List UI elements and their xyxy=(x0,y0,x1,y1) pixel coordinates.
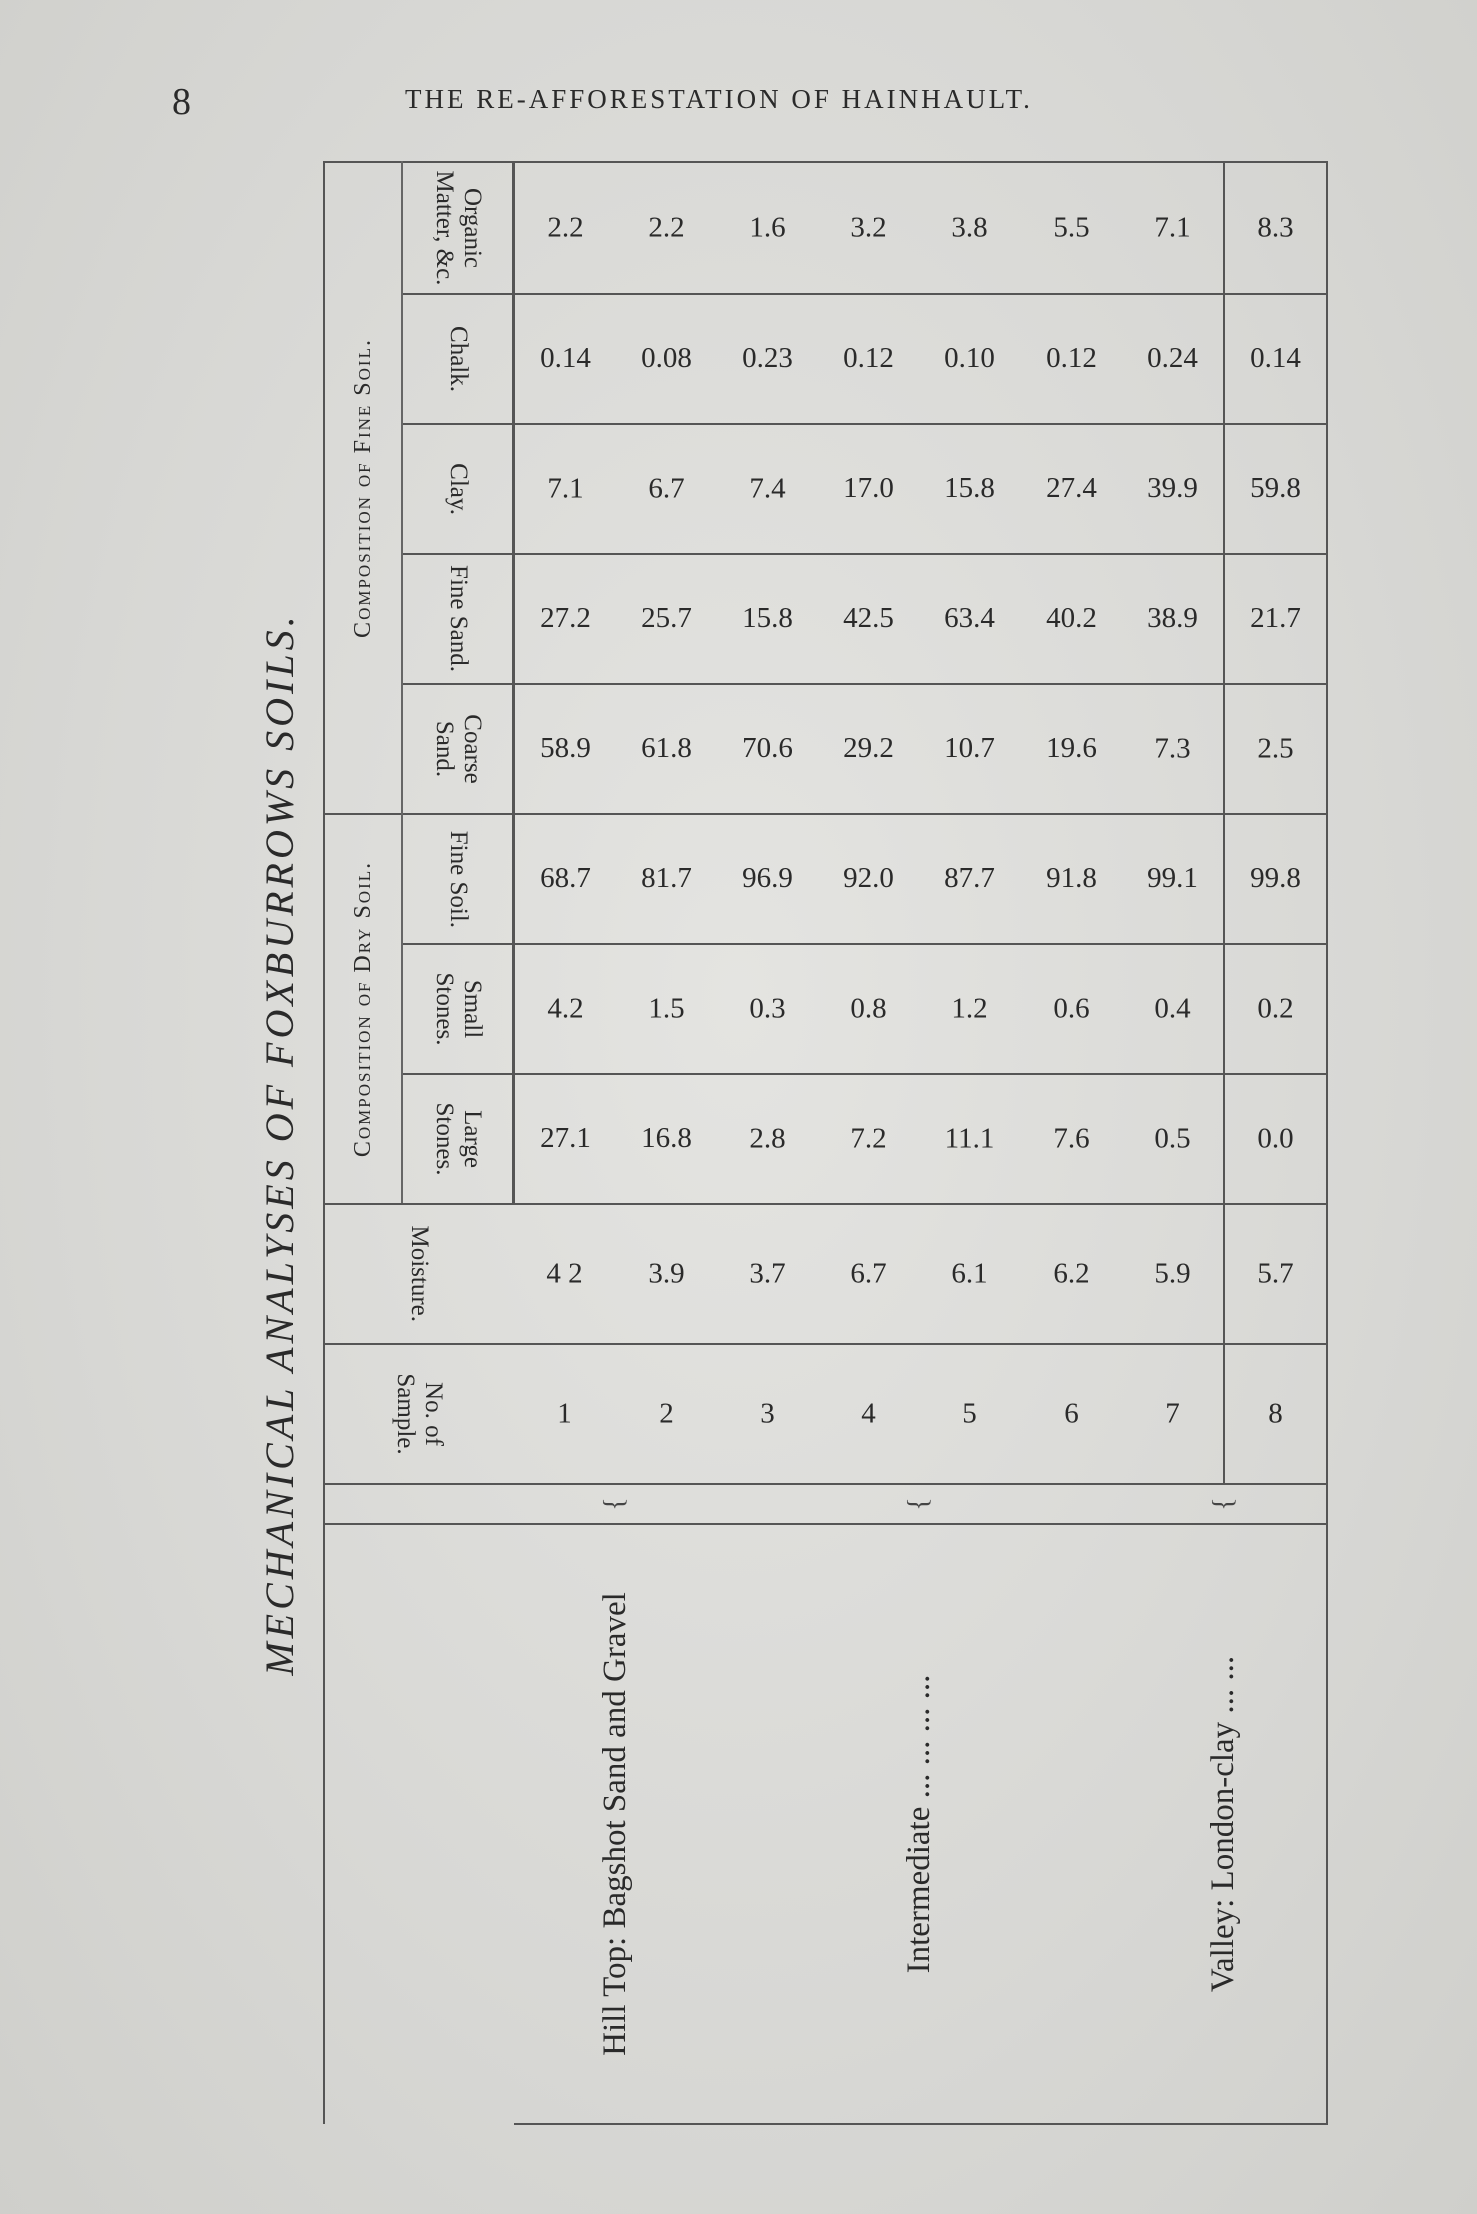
table-cell xyxy=(717,1074,818,1204)
table-cell xyxy=(616,424,717,554)
table-cell xyxy=(919,1204,1020,1344)
cell-value: 16.8 xyxy=(641,1122,693,1155)
cell-value: 42.5 xyxy=(843,602,895,635)
cell-value: 19.6 xyxy=(1045,732,1097,765)
cell-value: 0.3 xyxy=(749,992,786,1025)
table-cell xyxy=(919,554,1020,684)
cell-value: 1.2 xyxy=(951,992,989,1025)
table-cell xyxy=(1224,1344,1327,1484)
table-cell xyxy=(1122,944,1224,1074)
header-moisture xyxy=(324,1204,514,1344)
table-row xyxy=(514,162,617,2124)
running-title: THE RE-AFFORESTATION OF HAINHAULT. xyxy=(405,84,1033,114)
table-cell xyxy=(717,1344,818,1484)
table-cell xyxy=(1020,1344,1121,1484)
table-cell xyxy=(1122,294,1224,424)
table-cell xyxy=(514,1074,617,1204)
cell-value: 0.12 xyxy=(1045,342,1097,375)
table-cell xyxy=(1224,554,1327,684)
cell-value: 4.2 xyxy=(547,992,584,1025)
cell-value: 68.7 xyxy=(540,862,592,895)
cell-value: 2.8 xyxy=(749,1122,786,1155)
header-text: Organic Matter, &c. xyxy=(430,170,486,286)
table-cell xyxy=(616,1074,717,1204)
cell-value: 15.8 xyxy=(742,602,794,635)
header-text: Small Stones. xyxy=(430,972,486,1046)
cell-value: 2.5 xyxy=(1257,732,1294,765)
cell-value: 99.8 xyxy=(1249,862,1301,895)
cell-value: 3.9 xyxy=(648,1257,685,1290)
cell-value: 6.7 xyxy=(850,1257,888,1290)
table-cell xyxy=(1122,684,1224,814)
header-text: Valley: London-clay ... ... xyxy=(1205,1655,1242,1993)
table-cell xyxy=(717,814,818,944)
table-cell xyxy=(919,944,1020,1074)
table-cell xyxy=(514,1344,617,1484)
table-cell xyxy=(717,684,818,814)
cell-value: 29.2 xyxy=(843,732,895,765)
table-cell xyxy=(1020,1074,1121,1204)
table-cell xyxy=(818,684,919,814)
table-cell xyxy=(1224,294,1327,424)
header-text: Fine Sand. xyxy=(444,565,472,673)
cell-value: 7.2 xyxy=(850,1122,888,1155)
table-cell xyxy=(818,1204,919,1344)
table-cell xyxy=(616,1344,717,1484)
cell-value: 7.1 xyxy=(547,472,584,505)
table-cell xyxy=(717,554,818,684)
table-cell xyxy=(616,554,717,684)
table-cell xyxy=(616,294,717,424)
table-cell xyxy=(818,814,919,944)
cell-value: 7.4 xyxy=(749,472,786,505)
cell-value: 2.2 xyxy=(648,211,685,244)
cell-value: 8 xyxy=(1268,1397,1283,1430)
cell-value: 1 xyxy=(557,1397,573,1430)
cell-value: 63.4 xyxy=(944,602,996,635)
header-organic-matter xyxy=(402,162,513,294)
table-cell xyxy=(818,554,919,684)
table-cell xyxy=(818,1344,919,1484)
table-cell xyxy=(616,944,717,1074)
header-text: Moisture. xyxy=(406,1225,434,1323)
header-text: Hill Top: Bagshot Sand and Gravel xyxy=(596,1592,633,2056)
group-header-dry-soil: Composition of Dry Soil. xyxy=(324,814,402,1204)
table-cell xyxy=(514,944,617,1074)
group-label-valley xyxy=(1122,1524,1327,2124)
cell-value: 1.5 xyxy=(648,992,685,1025)
cell-value: 10.7 xyxy=(944,732,996,765)
table-cell xyxy=(616,814,717,944)
header-small-stones xyxy=(402,944,513,1074)
table-cell xyxy=(1224,944,1327,1074)
header-chalk xyxy=(402,294,513,424)
table-row xyxy=(717,162,818,2124)
cell-value: 7 xyxy=(1164,1397,1180,1430)
cell-value: 7.3 xyxy=(1153,732,1191,765)
table-cell xyxy=(1122,424,1224,554)
cell-value: 27.2 xyxy=(540,602,592,635)
table-cell xyxy=(1122,814,1224,944)
cell-value: 0.6 xyxy=(1052,992,1090,1025)
table-cell xyxy=(514,684,617,814)
cell-value: 0.8 xyxy=(850,992,888,1025)
brace: { xyxy=(1122,1484,1327,1524)
cell-value: 0.24 xyxy=(1146,342,1198,375)
cell-value: 0.2 xyxy=(1257,992,1294,1025)
table-cell xyxy=(717,294,818,424)
table-cell xyxy=(919,684,1020,814)
page-number: 8 xyxy=(172,81,192,123)
cell-value: 27.1 xyxy=(540,1122,592,1155)
cell-value: 81.7 xyxy=(641,862,693,895)
cell-value: 6.2 xyxy=(1052,1257,1090,1290)
table-cell xyxy=(616,162,717,294)
table-cell xyxy=(1122,1204,1224,1344)
table-cell xyxy=(1224,424,1327,554)
header-text: Intermediate ... ... ... ... xyxy=(900,1674,937,1974)
brace: { xyxy=(717,1484,1121,1524)
table-cell xyxy=(514,814,617,944)
cell-value: 3.2 xyxy=(850,211,888,244)
table-title: MECHANICAL ANALYSES OF FOXBURROWS SOILS. xyxy=(257,612,302,1676)
table-cell xyxy=(1020,944,1121,1074)
cell-value: 39.9 xyxy=(1146,472,1198,505)
cell-value: 21.7 xyxy=(1249,602,1301,635)
cell-value: 5.7 xyxy=(1257,1257,1294,1290)
table-cell xyxy=(919,162,1020,294)
brace: { xyxy=(514,1484,718,1524)
header-text: Coarse Sand. xyxy=(430,714,486,784)
cell-value: 0.4 xyxy=(1153,992,1191,1025)
table-cell xyxy=(1122,1074,1224,1204)
table-cell xyxy=(919,814,1020,944)
cell-value: 3.8 xyxy=(951,211,989,244)
table-cell xyxy=(1020,162,1121,294)
cell-value: 1.6 xyxy=(749,211,786,244)
table-cell xyxy=(717,162,818,294)
cell-value: 6.7 xyxy=(648,472,685,505)
cell-value: 59.8 xyxy=(1249,472,1301,505)
table-cell xyxy=(514,424,617,554)
header-text: No. of Sample. xyxy=(392,1373,448,1455)
table-cell xyxy=(818,162,919,294)
cell-value: 91.8 xyxy=(1045,862,1097,895)
cell-value: 40.2 xyxy=(1045,602,1097,635)
table-cell xyxy=(919,294,1020,424)
cell-value: 0.10 xyxy=(944,342,996,375)
cell-value: 4 2 xyxy=(546,1257,584,1290)
cell-value: 7.6 xyxy=(1052,1122,1090,1155)
table-cell xyxy=(514,162,617,294)
table-cell xyxy=(919,1074,1020,1204)
table-cell xyxy=(1122,1344,1224,1484)
cell-value: 87.7 xyxy=(944,862,996,895)
soil-analysis-table-rotated xyxy=(235,163,1330,2125)
table-cell xyxy=(1224,162,1327,294)
table-cell xyxy=(514,294,617,424)
table-cell xyxy=(1224,814,1327,944)
header-text: Chalk. xyxy=(444,326,472,392)
table-cell xyxy=(514,1204,617,1344)
table-cell xyxy=(919,424,1020,554)
header-text: Fine Soil. xyxy=(444,830,472,928)
table-cell xyxy=(1020,294,1121,424)
table-cell xyxy=(919,1344,1020,1484)
table-cell xyxy=(1020,814,1121,944)
header-large-stones xyxy=(402,1074,513,1204)
cell-value: 17.0 xyxy=(843,472,895,505)
cell-value: 2.2 xyxy=(547,211,584,244)
group-label-intermediate xyxy=(717,1524,1121,2124)
cell-value: 61.8 xyxy=(641,732,693,765)
table-cell xyxy=(514,554,617,684)
table-cell xyxy=(818,294,919,424)
table-cell xyxy=(1122,554,1224,684)
table-cell xyxy=(1224,1074,1327,1204)
cell-value: 0.0 xyxy=(1257,1122,1294,1155)
cell-value: 96.9 xyxy=(742,862,794,895)
group-header-fine-soil: Composition of Fine Soil. xyxy=(324,162,402,814)
cell-value: 70.6 xyxy=(742,732,794,765)
table-cell xyxy=(616,1204,717,1344)
header-text: Large Stones. xyxy=(430,1102,486,1176)
cell-value: 7.1 xyxy=(1153,211,1191,244)
table-cell xyxy=(1224,1204,1327,1344)
cell-value: 15.8 xyxy=(944,472,996,505)
cell-value: 6.1 xyxy=(951,1257,989,1290)
header-text: Clay. xyxy=(444,463,472,515)
cell-value: 0.14 xyxy=(1249,342,1301,375)
group-label-hill-top xyxy=(514,1524,718,2124)
cell-value: 8.3 xyxy=(1257,211,1294,244)
table-cell xyxy=(818,944,919,1074)
cell-value: 99.1 xyxy=(1146,862,1198,895)
table-cell xyxy=(717,424,818,554)
header-sample-no xyxy=(324,1344,514,1484)
cell-value: 2 xyxy=(659,1397,675,1430)
header-fine-soil xyxy=(402,814,513,944)
table-cell xyxy=(717,1204,818,1344)
soil-analysis-table xyxy=(323,161,1328,2125)
cell-value: 5.5 xyxy=(1052,211,1090,244)
cell-value: 5 xyxy=(962,1397,978,1430)
table-row xyxy=(1122,162,1224,2124)
table-cell xyxy=(1020,424,1121,554)
brace-header xyxy=(324,1484,514,1524)
header-fine-sand xyxy=(402,554,513,684)
cell-value: 4 xyxy=(861,1397,877,1430)
cell-value: 0.23 xyxy=(742,342,794,375)
cell-value: 6 xyxy=(1063,1397,1079,1430)
table-cell xyxy=(1122,162,1224,294)
cell-value: 0.12 xyxy=(843,342,895,375)
table-cell xyxy=(1020,684,1121,814)
cell-value: 58.9 xyxy=(540,732,592,765)
table-cell xyxy=(616,684,717,814)
table-cell xyxy=(1020,554,1121,684)
cell-value: 3 xyxy=(760,1397,776,1430)
table-cell xyxy=(1020,1204,1121,1344)
cell-value: 11.1 xyxy=(945,1122,995,1155)
stub-header xyxy=(324,1524,514,2124)
cell-value: 25.7 xyxy=(641,602,693,635)
table-cell xyxy=(818,1074,919,1204)
table-cell xyxy=(818,424,919,554)
header-coarse-sand xyxy=(402,684,513,814)
cell-value: 3.7 xyxy=(749,1257,786,1290)
cell-value: 38.9 xyxy=(1146,602,1198,635)
cell-value: 0.5 xyxy=(1153,1122,1191,1155)
header-clay xyxy=(402,424,513,554)
table-cell xyxy=(717,944,818,1074)
cell-value: 27.4 xyxy=(1045,472,1097,505)
cell-value: 0.08 xyxy=(641,342,693,375)
cell-value: 0.14 xyxy=(540,342,592,375)
cell-value: 92.0 xyxy=(843,862,895,895)
table-cell xyxy=(1224,684,1327,814)
cell-value: 5.9 xyxy=(1153,1257,1191,1290)
